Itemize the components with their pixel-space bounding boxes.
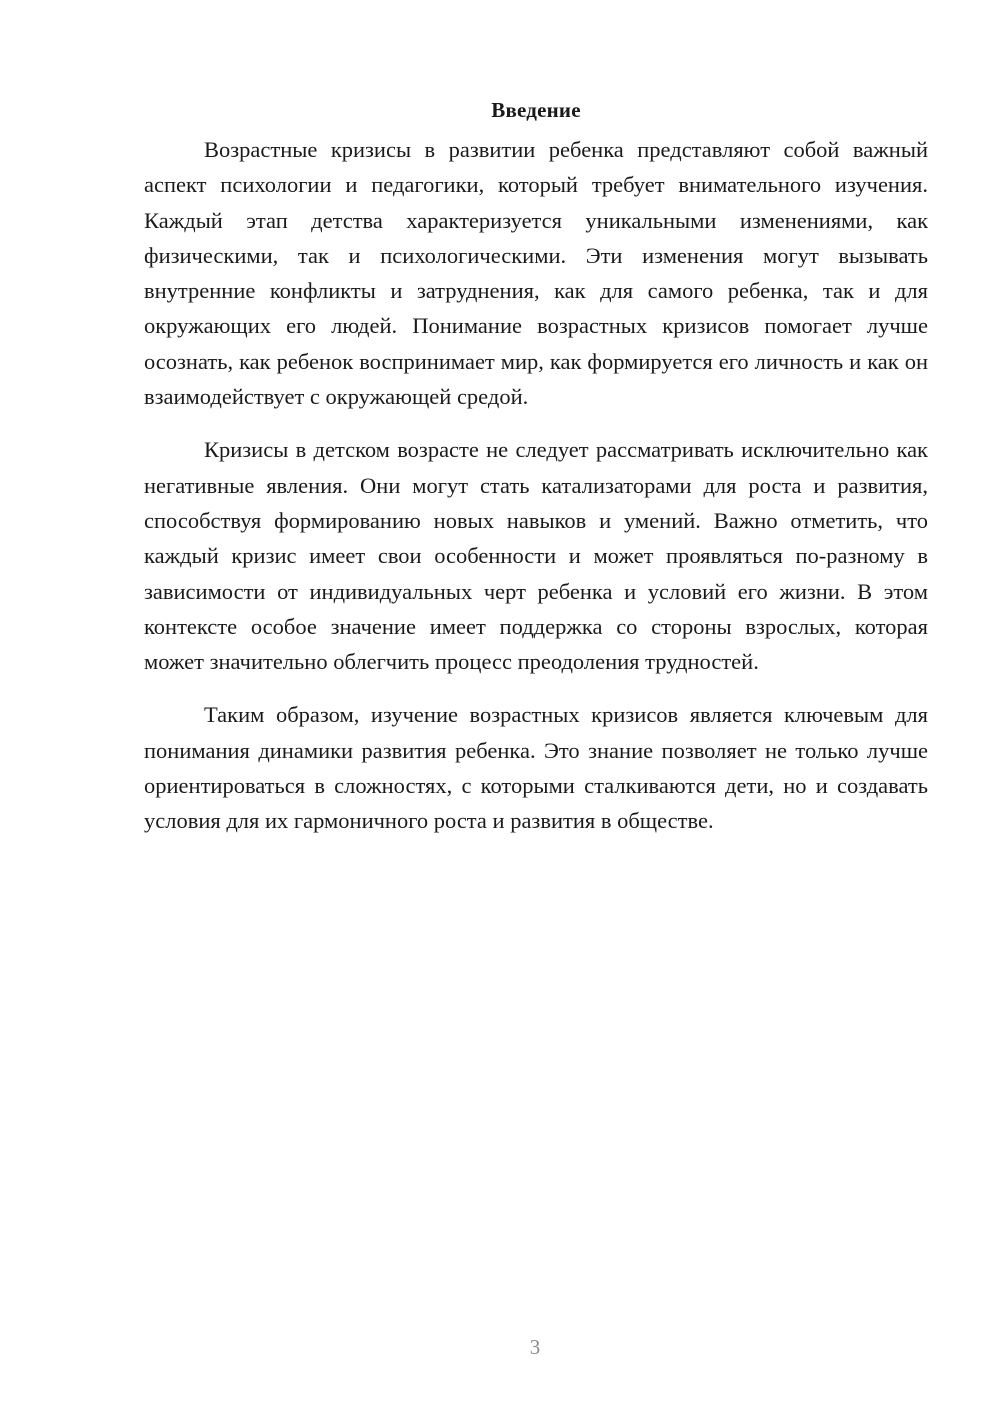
page-number: 3: [529, 1335, 541, 1359]
paragraph-1: Возрастные кризисы в развитии ребенка представляют собой важный аспект психологии и педагогики, который требует внимательного изучения. Каждый этап детства характеризуется уникальными изменениями, как физическими, так и психологическими. Эти изменения могут вызывать внутренние конфликты и затруднения, как для самого ребенка, так и для окружающих его людей. Понимание возрастных кризисов помогает лучше осознать, как ребенок воспринимает мир, как формируется его личность и как он взаимодействует с окружающей средой.: [144, 137, 928, 410]
page-content: [144, 96, 928, 857]
section-heading: Введение: [491, 98, 581, 122]
paragraph-3: Таким образом, изучение возрастных кризисов является ключевым для понимания динамики развития ребенка. Это знание позволяет не только лучше ориентироваться в сложностях, с которыми сталкиваются дети, но и создавать условия для их гармоничного роста и развития в обществе.: [144, 702, 928, 834]
paragraph-2: Кризисы в детском возрасте не следует рассматривать исключительно как негативные явления. Они могут стать катализаторами для роста и развития, способствуя формированию новых навыков и умений. Важно отметить, что каждый кризис имеет свои особенности и может проявляться по-разному в зависимости от индивидуальных черт ребенка и условий его жизни. В этом контексте особое значение имеет поддержка со стороны взрослых, которая может значительно облегчить процесс преодоления трудностей.: [144, 437, 928, 675]
